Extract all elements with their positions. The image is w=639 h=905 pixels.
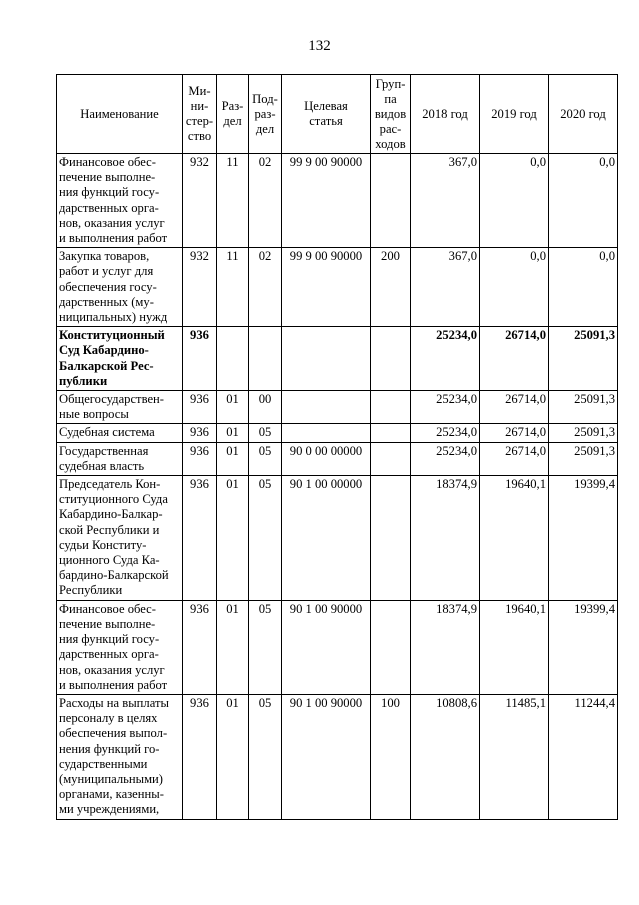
cell-section: 01 — [217, 424, 249, 442]
cell-ministry: 932 — [183, 248, 217, 327]
cell-group — [371, 391, 411, 424]
header-ministry: Ми- ни- стер- ство — [183, 75, 217, 154]
cell-ministry: 936 — [183, 694, 217, 819]
cell-name: Расходы на выплаты персоналу в целях обеспечения выпол- нения функций го- сударственными (муниципальными) органами, казенны- ми учреждениями, — [57, 694, 183, 819]
table-row — [57, 327, 618, 391]
cell-y2019: 19640,1 — [480, 600, 549, 694]
cell-y2018: 25234,0 — [411, 327, 480, 391]
cell-name: Финансовое обес- печение выполне- ния функций госу- дарственных орга- нов, оказания услуг и выполнения работ — [57, 600, 183, 694]
cell-target — [282, 327, 371, 391]
cell-y2019: 26714,0 — [480, 327, 549, 391]
cell-subsection — [249, 327, 282, 391]
table-row — [57, 442, 618, 475]
table-row — [57, 391, 618, 424]
header-target: Целевая статья — [282, 75, 371, 154]
cell-y2018: 18374,9 — [411, 600, 480, 694]
table-row — [57, 424, 618, 442]
cell-group: 200 — [371, 248, 411, 327]
cell-group — [371, 327, 411, 391]
cell-subsection: 05 — [249, 442, 282, 475]
cell-subsection: 00 — [249, 391, 282, 424]
cell-y2018: 18374,9 — [411, 476, 480, 601]
cell-group — [371, 600, 411, 694]
cell-y2018: 25234,0 — [411, 391, 480, 424]
table-row — [57, 600, 618, 694]
cell-section: 11 — [217, 248, 249, 327]
cell-subsection: 05 — [249, 694, 282, 819]
cell-target: 90 1 00 90000 — [282, 694, 371, 819]
cell-ministry: 936 — [183, 391, 217, 424]
cell-y2019: 26714,0 — [480, 391, 549, 424]
cell-target: 90 0 00 00000 — [282, 442, 371, 475]
page-number: 132 — [308, 38, 331, 54]
cell-target: 99 9 00 90000 — [282, 248, 371, 327]
cell-ministry: 936 — [183, 424, 217, 442]
cell-name: Судебная система — [57, 424, 183, 442]
cell-group — [371, 476, 411, 601]
cell-subsection: 05 — [249, 476, 282, 601]
cell-ministry: 936 — [183, 442, 217, 475]
cell-y2020: 25091,3 — [549, 391, 618, 424]
budget-table — [56, 74, 618, 820]
cell-subsection: 05 — [249, 600, 282, 694]
cell-y2020: 19399,4 — [549, 600, 618, 694]
table-row — [57, 154, 618, 248]
cell-group — [371, 442, 411, 475]
cell-y2019: 0,0 — [480, 154, 549, 248]
header-name: Наименование — [57, 75, 183, 154]
cell-ministry: 936 — [183, 327, 217, 391]
cell-name: Конституционный Суд Кабардино- Балкарской Рес- публики — [57, 327, 183, 391]
cell-y2018: 25234,0 — [411, 442, 480, 475]
cell-group — [371, 424, 411, 442]
cell-group — [371, 154, 411, 248]
cell-section: 01 — [217, 600, 249, 694]
cell-group: 100 — [371, 694, 411, 819]
cell-section: 01 — [217, 694, 249, 819]
cell-y2019: 11485,1 — [480, 694, 549, 819]
header-row — [57, 75, 618, 154]
cell-section — [217, 327, 249, 391]
cell-y2019: 19640,1 — [480, 476, 549, 601]
cell-name: Государственная судебная власть — [57, 442, 183, 475]
cell-y2020: 25091,3 — [549, 424, 618, 442]
cell-target — [282, 391, 371, 424]
header-subsection: Под- раз- дел — [249, 75, 282, 154]
cell-subsection: 02 — [249, 154, 282, 248]
cell-section: 11 — [217, 154, 249, 248]
table-row — [57, 248, 618, 327]
cell-ministry: 936 — [183, 600, 217, 694]
cell-name: Закупка товаров, работ и услуг для обеспечения госу- дарственных (му- ниципальных) нужд — [57, 248, 183, 327]
cell-y2019: 26714,0 — [480, 442, 549, 475]
cell-name: Финансовое обес- печение выполне- ния функций госу- дарственных орга- нов, оказания услуг и выполнения работ — [57, 154, 183, 248]
cell-y2020: 19399,4 — [549, 476, 618, 601]
cell-y2019: 0,0 — [480, 248, 549, 327]
cell-y2018: 367,0 — [411, 248, 480, 327]
cell-subsection: 05 — [249, 424, 282, 442]
cell-target: 90 1 00 00000 — [282, 476, 371, 601]
cell-y2019: 26714,0 — [480, 424, 549, 442]
cell-y2020: 0,0 — [549, 154, 618, 248]
cell-y2018: 10808,6 — [411, 694, 480, 819]
cell-target: 90 1 00 90000 — [282, 600, 371, 694]
cell-section: 01 — [217, 476, 249, 601]
cell-target — [282, 424, 371, 442]
cell-target: 99 9 00 90000 — [282, 154, 371, 248]
cell-subsection: 02 — [249, 248, 282, 327]
cell-y2018: 25234,0 — [411, 424, 480, 442]
header-2018: 2018 год — [411, 75, 480, 154]
table-row — [57, 694, 618, 819]
cell-name: Председатель Кон- ституционного Суда Кабардино-Балкар- ской Республики и судьи Конститу- ционного Суда Ка- бардино-Балкарской Республики — [57, 476, 183, 601]
table-row — [57, 476, 618, 601]
cell-y2020: 0,0 — [549, 248, 618, 327]
cell-section: 01 — [217, 391, 249, 424]
header-expense-group: Груп- па видов рас- ходов — [371, 75, 411, 154]
cell-y2020: 25091,3 — [549, 442, 618, 475]
header-2019: 2019 год — [480, 75, 549, 154]
cell-ministry: 936 — [183, 476, 217, 601]
header-section: Раз- дел — [217, 75, 249, 154]
cell-section: 01 — [217, 442, 249, 475]
header-2020: 2020 год — [549, 75, 618, 154]
cell-name: Общегосударствен- ные вопросы — [57, 391, 183, 424]
cell-ministry: 932 — [183, 154, 217, 248]
cell-y2020: 25091,3 — [549, 327, 618, 391]
cell-y2020: 11244,4 — [549, 694, 618, 819]
cell-y2018: 367,0 — [411, 154, 480, 248]
